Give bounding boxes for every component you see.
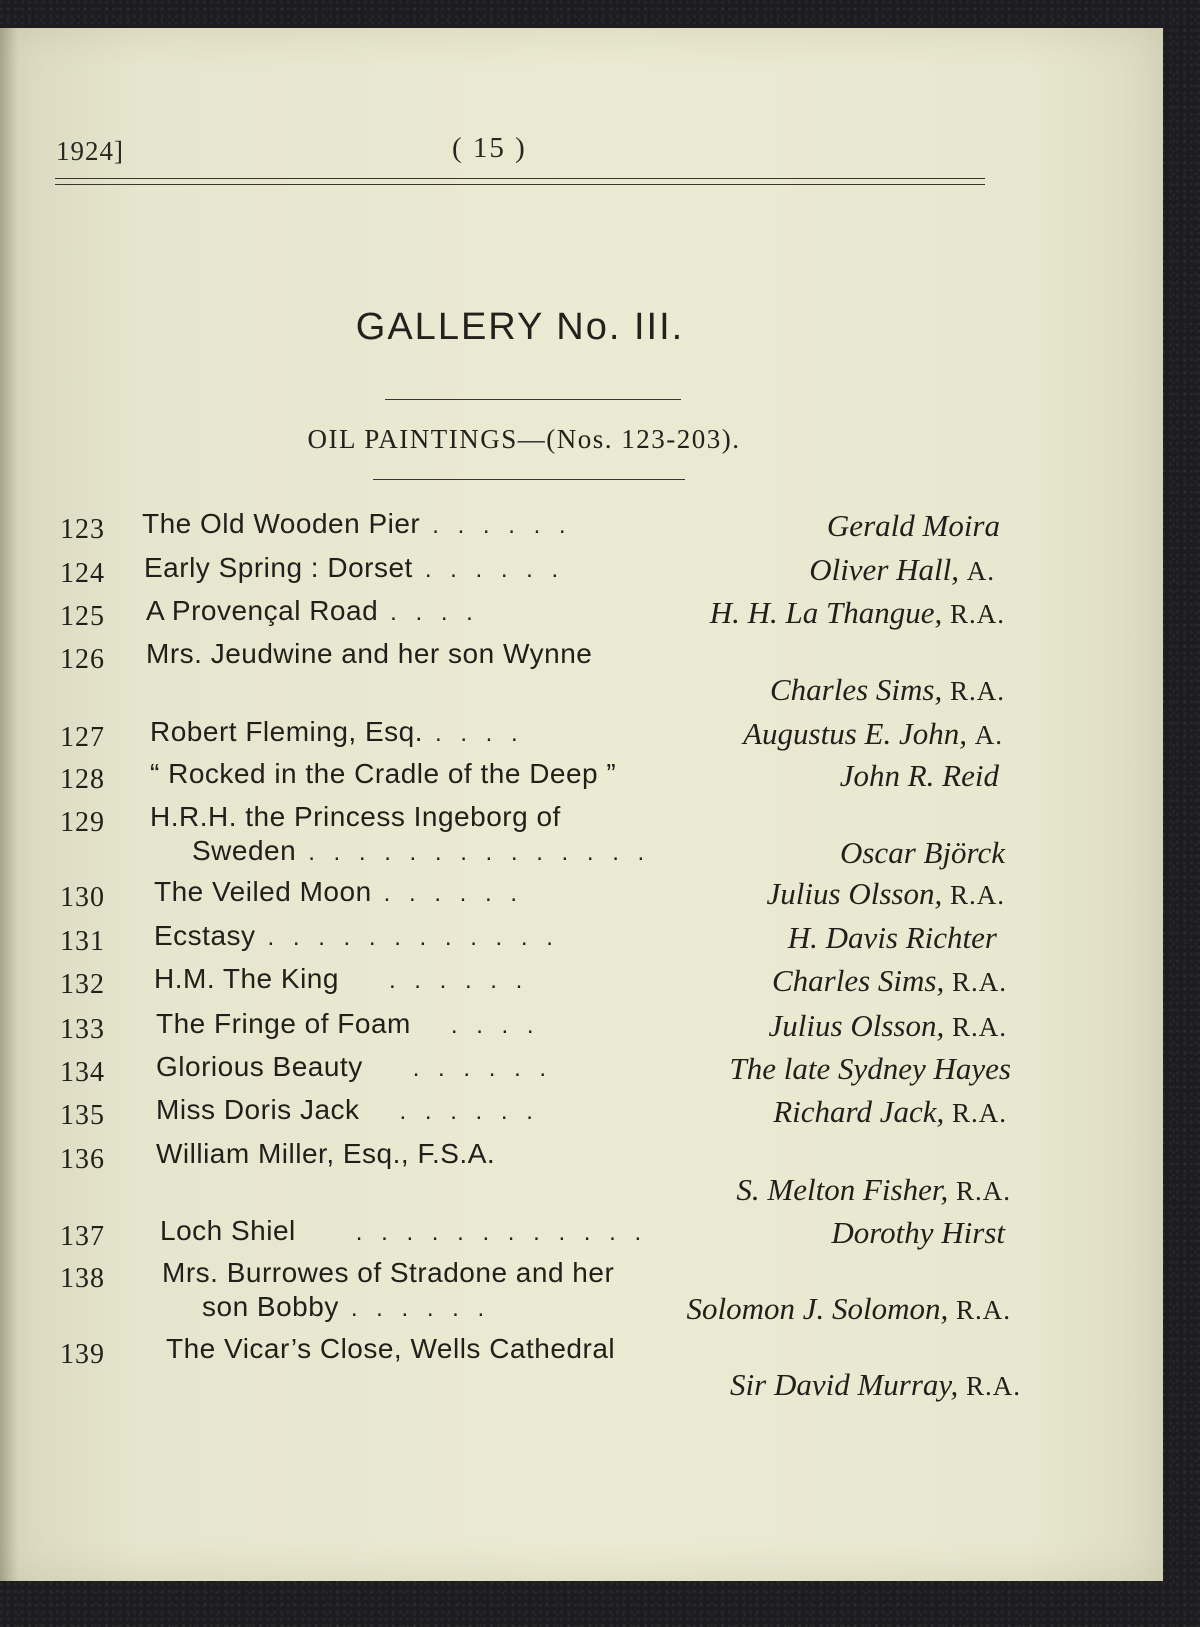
entry-title: Glorious Beauty . . . . . . <box>156 1051 553 1082</box>
running-head-year: 1924] <box>56 136 124 166</box>
entry-number: 133 <box>60 1014 105 1045</box>
entry-title: Early Spring : Dorset . . . . . . <box>144 552 565 583</box>
entry-number: 135 <box>60 1100 105 1131</box>
entry-artist: Dorothy Hirst <box>831 1215 1005 1250</box>
entry-artist: Augustus E. John, A. <box>743 716 1003 751</box>
catalogue-list <box>0 28 1163 1581</box>
catalogue-page <box>0 28 1163 1581</box>
entry-title: Loch Shiel . . . . . . . . . . . . <box>160 1215 648 1246</box>
entry-title: H.R.H. the Princess Ingeborg of <box>150 801 561 832</box>
entry-number: 137 <box>60 1221 105 1252</box>
gallery-title: GALLERY No. III. <box>355 306 685 348</box>
entry-title: “ Rocked in the Cradle of the Deep ” <box>150 758 617 789</box>
entry-number: 126 <box>60 644 105 675</box>
entry-title: The Old Wooden Pier . . . . . . <box>142 508 572 539</box>
entry-title: Ecstasy . . . . . . . . . . . . <box>154 920 559 951</box>
entry-artist: The late Sydney Hayes <box>729 1051 1011 1086</box>
entry-title: William Miller, Esq., F.S.A. <box>156 1138 496 1169</box>
entry-artist: Oscar Björck <box>839 835 1005 870</box>
entry-artist: H. Davis Richter <box>787 920 997 955</box>
entry-title: Robert Fleming, Esq. . . . . <box>150 716 524 747</box>
entry-artist: Julius Olsson, R.A. <box>766 876 1005 911</box>
entry-artist: Charles Sims, R.A. <box>769 672 1005 707</box>
entry-artist: Charles Sims, R.A. <box>771 963 1007 998</box>
entry-title: A Provençal Road . . . . <box>146 595 479 626</box>
entry-number: 130 <box>60 882 105 913</box>
entry-artist: Oliver Hall, A. <box>809 552 995 587</box>
entry-title: The Vicar’s Close, Wells Cathedral <box>166 1333 616 1364</box>
entry-number: 139 <box>60 1339 105 1370</box>
entry-title: Miss Doris Jack . . . . . . <box>156 1094 539 1125</box>
entry-title: Mrs. Burrowes of Stradone and her <box>162 1257 615 1288</box>
entry-number: 127 <box>60 722 105 753</box>
entry-artist: Solomon J. Solomon, R.A. <box>686 1291 1011 1326</box>
entry-number: 129 <box>60 807 105 838</box>
entry-artist: Sir David Murray, R.A. <box>730 1367 1021 1402</box>
entry-artist: Julius Olsson, R.A. <box>768 1008 1007 1043</box>
entry-number: 131 <box>60 926 105 957</box>
entry-number: 124 <box>60 558 105 589</box>
entry-artist: H. H. La Thangue, R.A. <box>709 595 1005 630</box>
entry-number: 138 <box>60 1263 105 1294</box>
entry-title: The Fringe of Foam . . . . <box>156 1008 540 1039</box>
entry-artist: Richard Jack, R.A. <box>773 1094 1007 1129</box>
entry-artist: John R. Reid <box>839 758 999 793</box>
entry-number: 134 <box>60 1057 105 1088</box>
section-subtitle: OIL PAINTINGS—(Nos. 123-203). <box>307 424 741 454</box>
entry-number: 125 <box>60 601 105 632</box>
entry-number: 132 <box>60 969 105 1000</box>
entry-number: 123 <box>60 514 105 545</box>
entry-title: Mrs. Jeudwine and her son Wynne <box>146 638 593 669</box>
entry-title-continuation: son Bobby . . . . . . <box>202 1291 491 1322</box>
entry-number: 128 <box>60 764 105 795</box>
entry-title-continuation: Sweden . . . . . . . . . . . . . . <box>192 835 651 866</box>
entry-title: H.M. The King . . . . . . <box>154 963 529 994</box>
entry-number: 136 <box>60 1144 105 1175</box>
page-number: ( 15 ) <box>452 132 527 164</box>
entry-artist: Gerald Moira <box>826 508 1000 543</box>
entry-artist: S. Melton Fisher, R.A. <box>736 1172 1011 1207</box>
entry-title: The Veiled Moon . . . . . . <box>154 876 523 907</box>
